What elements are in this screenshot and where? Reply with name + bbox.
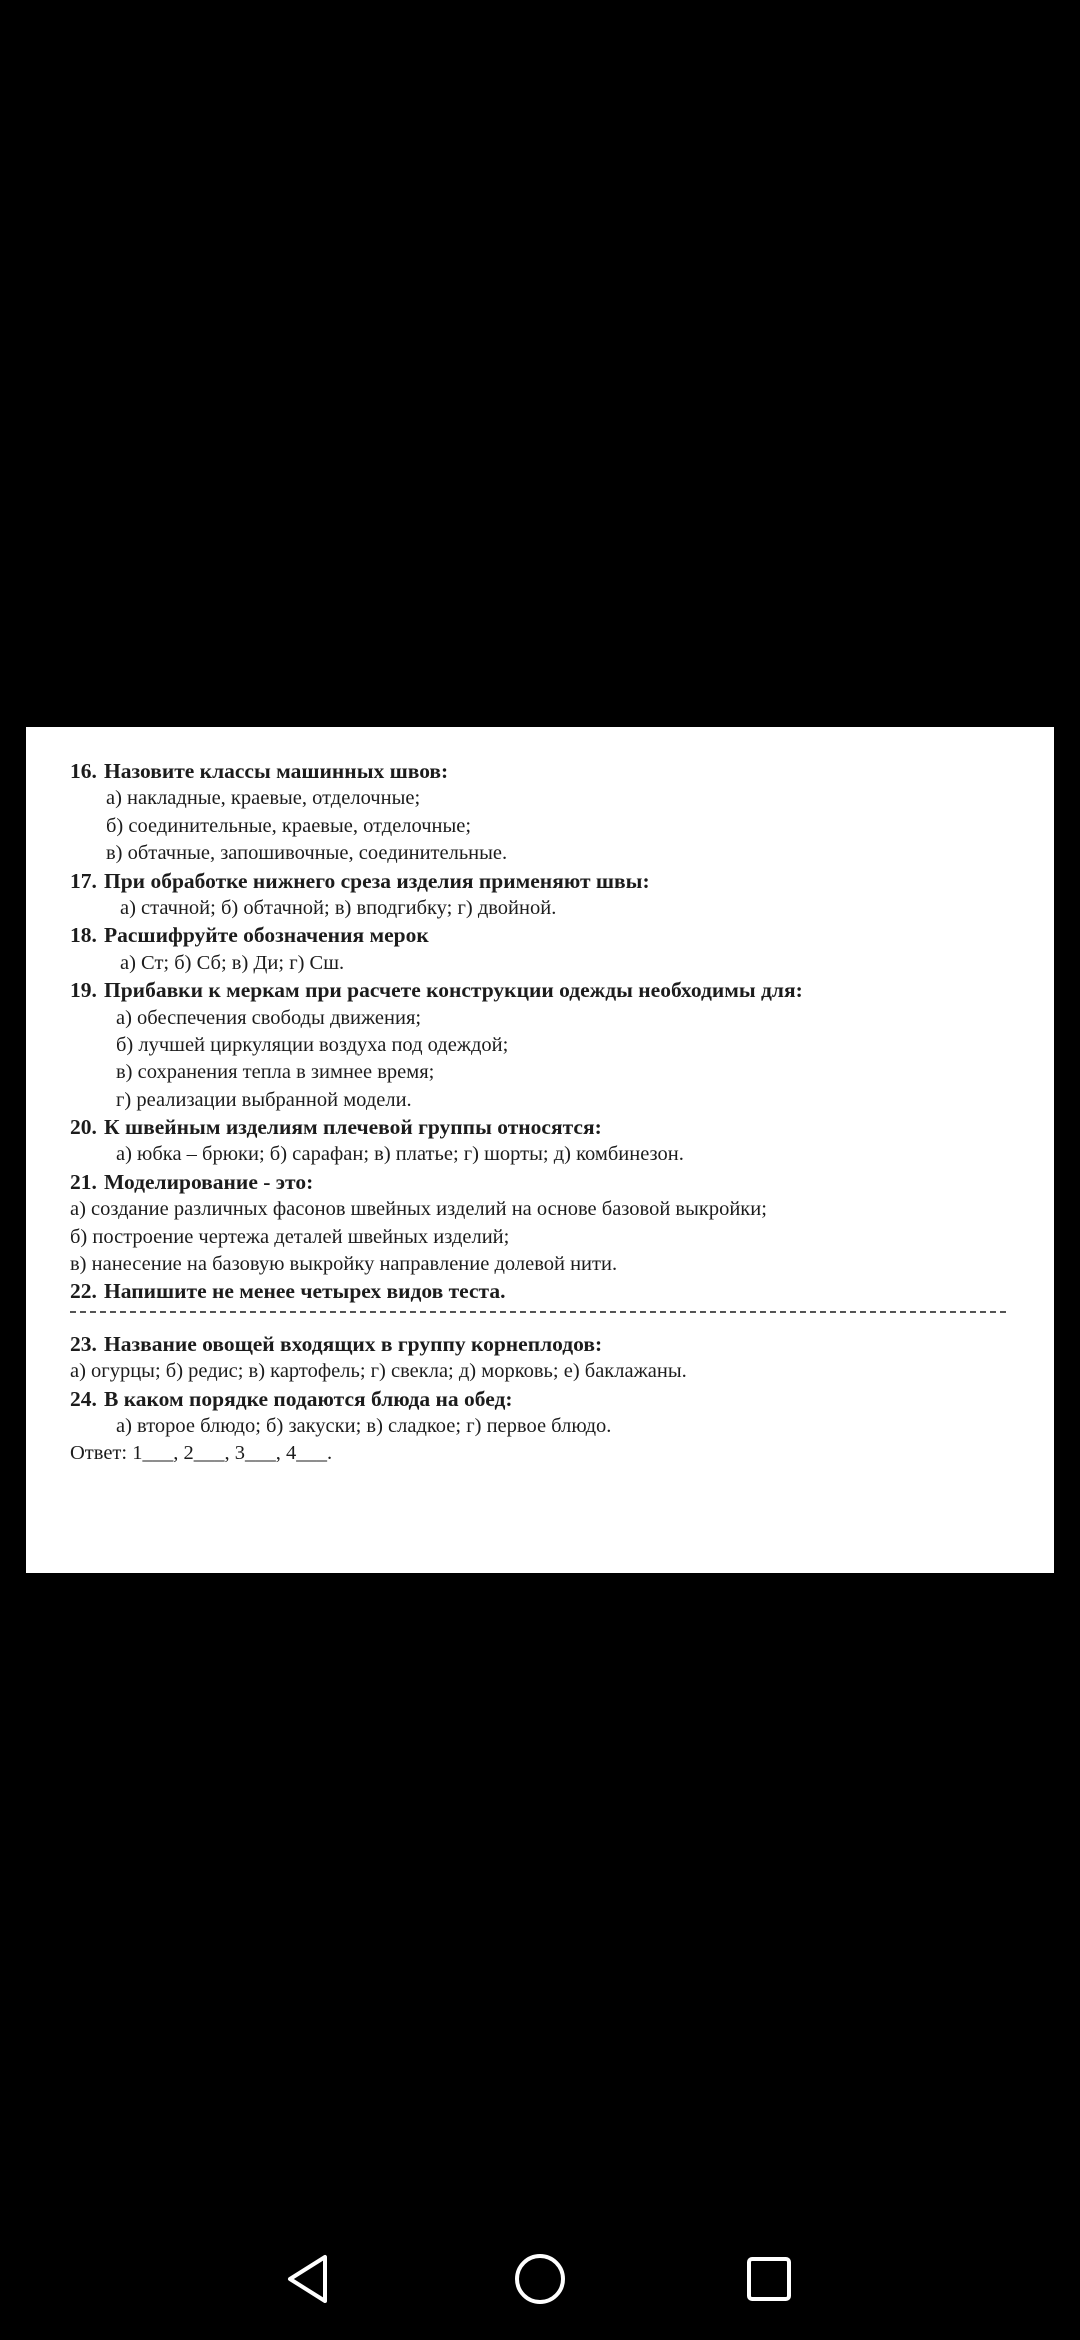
answer-text: г) реализации выбранной модели. — [116, 1088, 412, 1111]
answer-text: а) огурцы; б) редис; в) картофель; г) свекла; д) морковь; е) баклажаны. — [70, 1360, 687, 1383]
question-number: 24. — [70, 1386, 97, 1411]
question-text: Моделирование - это: — [104, 1169, 314, 1194]
answer-text: а) создание различных фасонов швейных изделий на основе базовой выкройки; — [70, 1198, 767, 1221]
answer-line — [70, 1087, 1034, 1114]
question-number: 16. — [70, 759, 97, 783]
answer-line — [70, 1005, 1034, 1032]
dashed-separator — [70, 1311, 1006, 1331]
question-text: При обработке нижнего среза изделия применяют швы: — [104, 868, 650, 893]
answer-line — [70, 950, 1034, 977]
question-line — [70, 1114, 1034, 1141]
question-line — [70, 1331, 1034, 1358]
question-text: Напишите не менее четырех видов теста. — [104, 1279, 506, 1304]
answer-text: в) сохранения тепла в зимнее время; — [116, 1061, 435, 1084]
question-line — [70, 868, 1034, 895]
question-number: 22. — [70, 1279, 97, 1304]
answer-text: а) накладные, краевые, отделочные; — [106, 787, 421, 810]
navigation-bar — [0, 2220, 1080, 2340]
question-line — [70, 758, 1034, 785]
question-line — [70, 1278, 1034, 1305]
question-line — [70, 977, 1034, 1004]
question-number: 20. — [70, 1115, 97, 1140]
question-text: Расшифруйте обозначения мерок — [104, 923, 429, 948]
answer-text: а) юбка – брюки; б) сарафан; в) платье; г) шорты; д) комбинезон. — [116, 1143, 684, 1166]
answer-text: б) лучшей циркуляции воздуха под одеждой; — [116, 1033, 509, 1056]
answer-line — [70, 1196, 1034, 1223]
question-text: Прибавки к меркам при расчете конструкции одежды необходимы для: — [104, 978, 803, 1003]
answer-line — [70, 1141, 1034, 1168]
answer-line — [70, 1358, 1034, 1385]
answer-line — [70, 785, 1034, 812]
question-number: 18. — [70, 923, 97, 948]
answer-line — [70, 840, 1034, 867]
answer-line — [70, 1440, 1034, 1467]
question-number: 21. — [70, 1169, 97, 1194]
answer-text: а) Ст; б) Сб; в) Ди; г) Сш. — [120, 951, 345, 974]
question-number: 17. — [70, 868, 97, 893]
answer-line — [70, 1032, 1034, 1059]
home-button[interactable] — [507, 2246, 573, 2312]
answer-text: а) обеспечения свободы движения; — [116, 1006, 422, 1029]
answer-line — [70, 1251, 1034, 1278]
question-text: В каком порядке подаются блюда на обед: — [104, 1386, 513, 1411]
answer-line — [70, 1059, 1034, 1086]
home-circle-icon — [513, 2252, 567, 2306]
back-triangle-icon — [285, 2253, 331, 2305]
question-line — [70, 922, 1034, 949]
back-button[interactable] — [275, 2246, 341, 2312]
document-page — [26, 727, 1054, 1573]
recent-square-icon — [745, 2255, 793, 2303]
question-text: Название овощей входящих в группу корнеплодов: — [104, 1331, 603, 1356]
question-text: К швейным изделиям плечевой группы относятся: — [104, 1115, 602, 1140]
answer-text: а) стачной; б) обтачной; в) вподгибку; г) двойной. — [120, 896, 557, 919]
answer-line — [70, 1413, 1034, 1440]
answer-line — [70, 1224, 1034, 1251]
question-number: 19. — [70, 978, 97, 1003]
answer-text: Ответ: 1___, 2___, 3___, 4___. — [70, 1442, 333, 1465]
recent-apps-button[interactable] — [736, 2246, 802, 2312]
answer-text: б) соединительные, краевые, отделочные; — [106, 814, 472, 837]
answer-text: в) нанесение на базовую выкройку направление долевой нити. — [70, 1253, 618, 1276]
question-line — [70, 1386, 1034, 1413]
answer-text: б) построение чертежа деталей швейных изделий; — [70, 1225, 510, 1248]
answer-line — [70, 895, 1034, 922]
answer-text: а) второе блюдо; б) закуски; в) сладкое; г) первое блюдо. — [116, 1414, 612, 1437]
question-number: 23. — [70, 1331, 97, 1356]
answer-line — [70, 813, 1034, 840]
question-line — [70, 1169, 1034, 1196]
answer-text: в) обтачные, запошивочные, соединительные. — [106, 842, 508, 865]
question-text: Назовите классы машинных швов: — [104, 759, 449, 783]
